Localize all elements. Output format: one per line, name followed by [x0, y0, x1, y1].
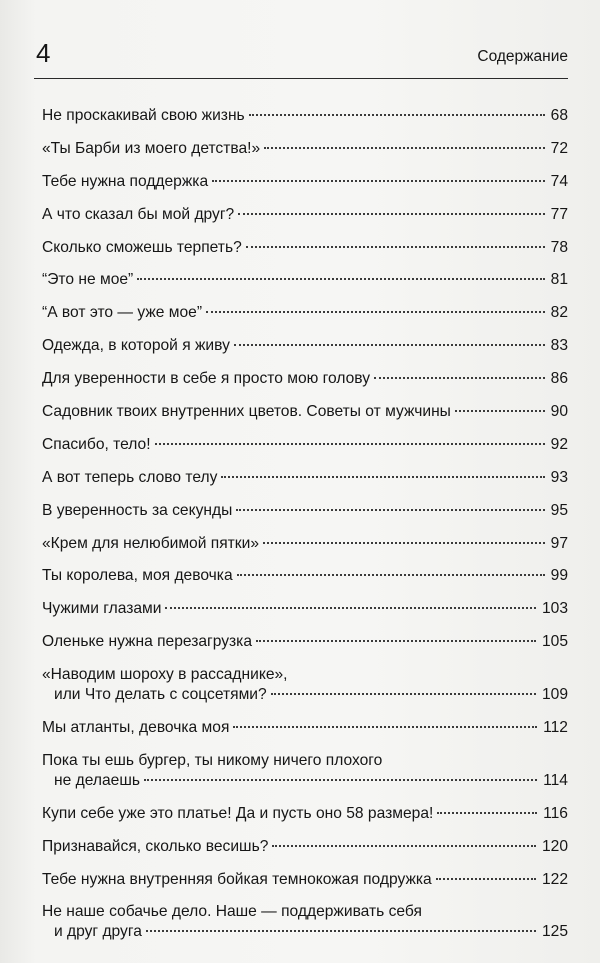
dot-leader	[165, 606, 536, 609]
toc-entry-page: 90	[550, 403, 568, 421]
dot-leader	[238, 212, 544, 215]
toc-entry-title: «Ты Барби из моего детства!»	[42, 139, 261, 157]
toc-entry-title: “А вот это — уже мое”	[42, 304, 203, 322]
toc-entry[interactable]	[42, 566, 568, 586]
dot-leader	[437, 811, 537, 814]
toc-entry-page: 99	[550, 567, 568, 585]
toc-entry-line	[42, 205, 568, 225]
toc-entry[interactable]	[42, 665, 568, 705]
toc-entry-line	[42, 534, 568, 554]
toc-entry[interactable]	[42, 837, 568, 857]
toc-entry-line	[42, 402, 568, 422]
toc-entry-title: Сколько сможешь терпеть?	[42, 238, 242, 256]
toc-entry-line	[42, 902, 568, 922]
toc-entry-line	[42, 270, 568, 290]
toc-entry-page: 93	[550, 468, 568, 486]
toc-entry[interactable]	[42, 402, 568, 422]
toc-entry[interactable]	[42, 139, 568, 159]
toc-entry[interactable]	[42, 106, 568, 126]
dot-leader	[256, 639, 536, 642]
toc-entry-title: не делаешь	[54, 771, 140, 789]
toc-entry-page: 120	[541, 837, 568, 855]
toc-entry-page: 116	[543, 804, 568, 822]
toc-entry-page: 125	[541, 923, 568, 941]
toc-entry-page: 77	[550, 205, 568, 223]
toc-entry-line	[42, 468, 568, 488]
toc-entry-title: Мы атланты, девочка моя	[42, 719, 230, 737]
toc-entry-line	[42, 632, 568, 652]
toc-entry-line	[42, 718, 568, 738]
page-number: 4	[36, 38, 51, 68]
toc-entry-title: «Крем для нелюбимой пятки»	[42, 534, 260, 552]
table-of-contents	[42, 106, 568, 955]
toc-entry-line	[42, 566, 568, 586]
toc-entry[interactable]	[42, 501, 568, 521]
toc-entry[interactable]	[42, 804, 568, 824]
dot-leader	[264, 146, 544, 149]
toc-entry-page: 122	[541, 870, 568, 888]
toc-entry-title: Тебе нужна внутренняя бойкая темнокожая подружка	[42, 870, 432, 888]
toc-entry-line	[42, 837, 568, 857]
dot-leader	[374, 376, 545, 379]
toc-entry-line	[42, 804, 568, 824]
toc-entry-line	[42, 369, 568, 389]
toc-entry[interactable]	[42, 303, 568, 323]
toc-entry-line	[42, 336, 568, 356]
toc-entry[interactable]	[42, 238, 568, 258]
toc-entry[interactable]	[42, 632, 568, 652]
toc-entry-line	[42, 870, 568, 890]
toc-entry-page: 105	[541, 633, 568, 651]
running-title: Содержание	[477, 48, 568, 65]
dot-leader	[249, 113, 545, 116]
toc-entry[interactable]	[42, 751, 568, 791]
toc-entry-line	[42, 922, 568, 942]
toc-entry-title: Для уверенности в себе я просто мою голову	[42, 370, 371, 388]
toc-entry-line	[42, 238, 568, 258]
dot-leader	[234, 343, 545, 346]
toc-entry-page: 82	[550, 304, 568, 322]
toc-entry-line	[42, 501, 568, 521]
toc-entry-title: Одежда, в которой я живу	[42, 337, 230, 355]
toc-entry-title: Чужими глазами	[42, 600, 162, 618]
dot-leader	[236, 508, 544, 511]
toc-entry-line	[42, 106, 568, 126]
toc-entry[interactable]	[42, 902, 568, 942]
toc-entry[interactable]	[42, 599, 568, 619]
toc-entry-title: Купи себе уже это платье! Да и пусть оно 58 размера!	[42, 804, 434, 822]
dot-leader	[272, 844, 536, 847]
toc-entry-page: 68	[550, 107, 568, 124]
toc-entry-page: 78	[550, 238, 568, 256]
toc-entry-page: 92	[550, 435, 568, 453]
dot-leader	[212, 179, 545, 182]
toc-entry[interactable]	[42, 369, 568, 389]
toc-entry-title: “Это не мое”	[42, 271, 134, 289]
toc-entry-title: и друг друга	[54, 923, 142, 941]
toc-entry-page: 97	[550, 534, 568, 552]
toc-entry-line	[42, 172, 568, 192]
toc-entry[interactable]	[42, 468, 568, 488]
toc-entry-title: «Наводим шороху в рассаднике»,	[42, 666, 288, 684]
toc-entry-title: Пока ты ешь бургер, ты никому ничего плохого	[42, 751, 383, 769]
toc-entry-page: 81	[550, 271, 568, 289]
toc-entry[interactable]	[42, 534, 568, 554]
dot-leader	[237, 573, 545, 576]
toc-entry-line	[42, 599, 568, 619]
dot-leader	[221, 475, 544, 478]
toc-entry[interactable]	[42, 336, 568, 356]
toc-entry-line	[42, 685, 568, 705]
toc-entry-line	[42, 751, 568, 771]
toc-entry-line	[42, 435, 568, 455]
dot-leader	[246, 245, 545, 248]
toc-entry-title: Садовник твоих внутренних цветов. Советы от мужчины	[42, 403, 451, 421]
toc-entry-page: 74	[550, 172, 568, 190]
toc-entry-title: Не наше собачье дело. Наше — поддерживать себя	[42, 903, 422, 921]
toc-entry-page: 114	[543, 771, 568, 789]
toc-entry-page: 109	[541, 686, 568, 704]
toc-entry[interactable]	[42, 172, 568, 192]
dot-leader	[144, 778, 537, 781]
toc-entry-line	[42, 771, 568, 791]
toc-entry[interactable]	[42, 270, 568, 290]
toc-entry-title: или Что делать с соцсетями?	[54, 686, 267, 704]
toc-entry[interactable]	[42, 435, 568, 455]
toc-entry-title: Спасибо, тело!	[42, 435, 151, 453]
toc-entry-title: В уверенность за секунды	[42, 501, 233, 519]
dot-leader	[436, 877, 536, 880]
toc-entry-title: Оленьке нужна перезагрузка	[42, 633, 253, 651]
toc-entry-page: 72	[550, 139, 568, 157]
toc-entry-page: 86	[550, 370, 568, 388]
toc-entry-line	[42, 303, 568, 323]
dot-leader	[206, 310, 545, 313]
toc-entry[interactable]	[42, 205, 568, 225]
toc-entry-page: 112	[543, 719, 568, 737]
toc-entry-title: Признавайся, сколько весишь?	[42, 837, 269, 855]
toc-entry-page: 83	[550, 337, 568, 355]
page-header	[34, 38, 568, 79]
toc-entry-title: А вот теперь слово телу	[42, 468, 218, 486]
toc-entry-title: А что сказал бы мой друг?	[42, 205, 235, 223]
toc-entry-page: 95	[550, 501, 568, 519]
dot-leader	[233, 725, 537, 728]
toc-entry-line	[42, 665, 568, 685]
toc-entry-title: Тебе нужна поддержка	[42, 172, 209, 190]
dot-leader	[263, 541, 545, 544]
dot-leader	[455, 409, 545, 412]
toc-entry-title: Не проскакивай свою жизнь	[42, 107, 245, 124]
dot-leader	[137, 277, 544, 280]
dot-leader	[155, 442, 545, 445]
toc-entry-page: 103	[541, 600, 568, 618]
dot-leader	[271, 692, 536, 695]
toc-entry-title: Ты королева, моя девочка	[42, 567, 233, 585]
toc-entry[interactable]	[42, 718, 568, 738]
dot-leader	[146, 929, 536, 932]
toc-entry[interactable]	[42, 870, 568, 890]
toc-entry-line	[42, 139, 568, 159]
